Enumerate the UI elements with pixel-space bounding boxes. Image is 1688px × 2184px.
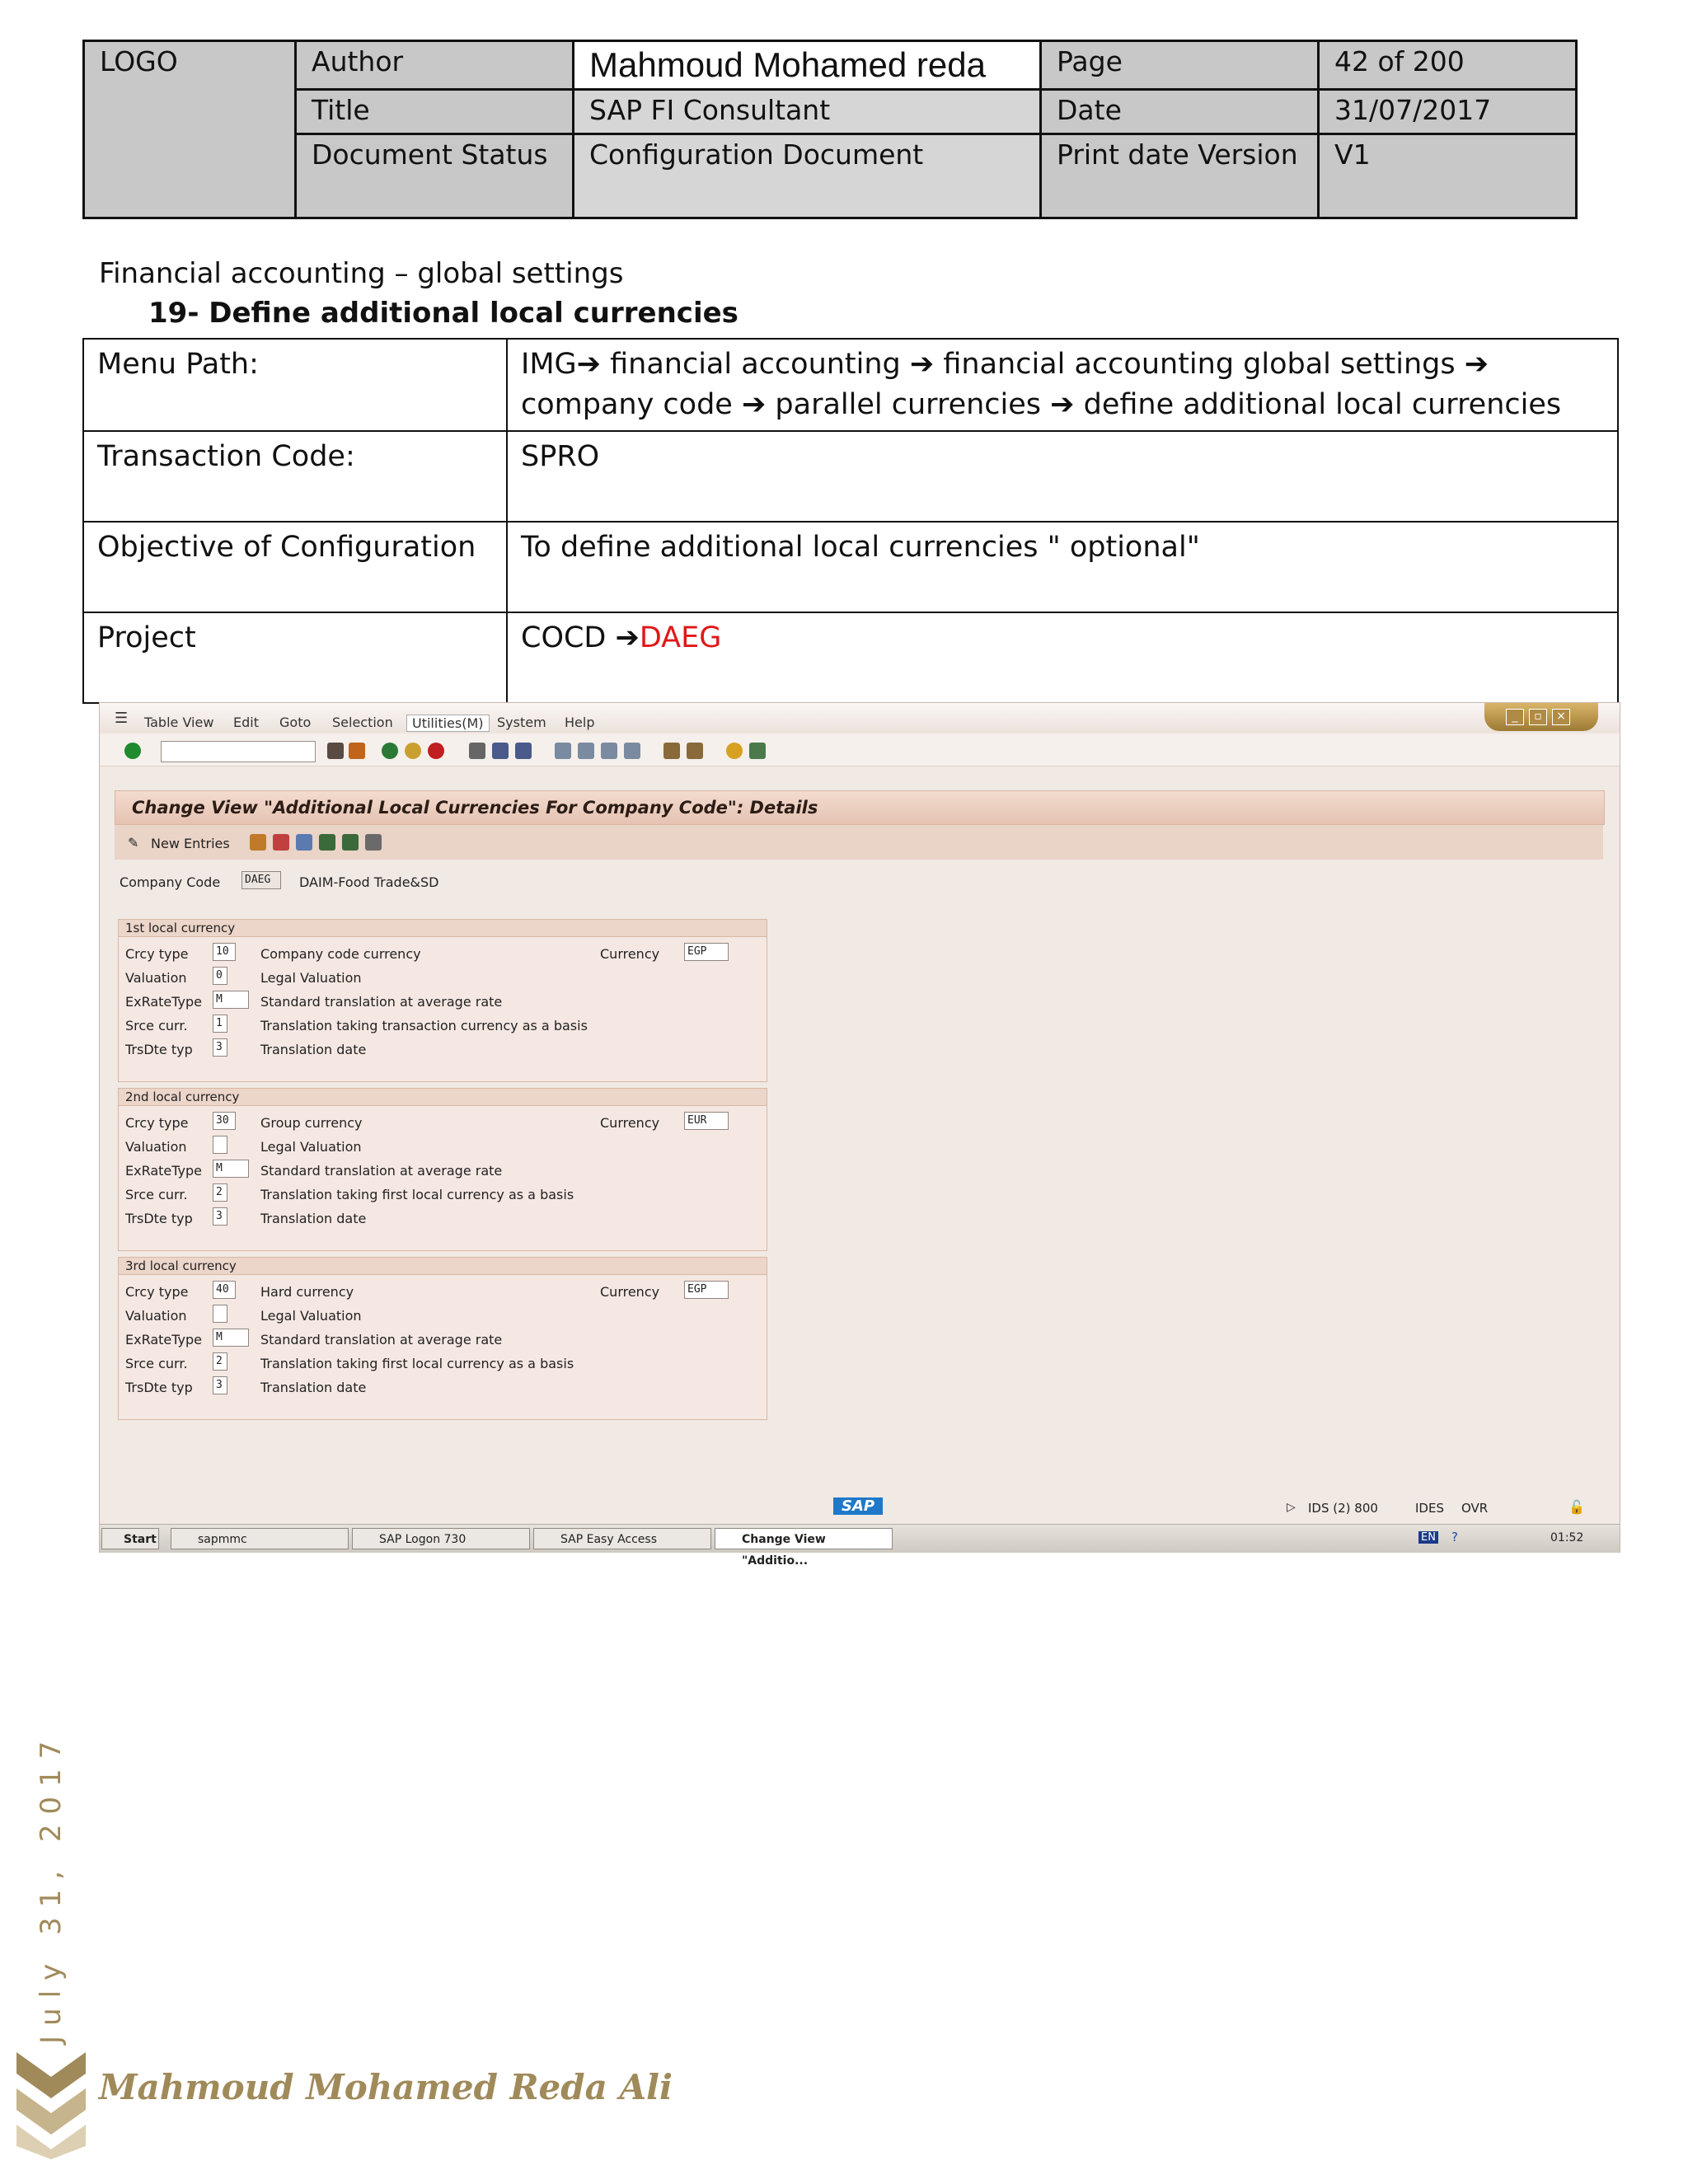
menu-path-label: Menu Path: [83,339,507,431]
author-value: Mahmoud Mohamed reda [574,41,1041,90]
menu-path-value: IMG➔ financial accounting ➔ financial accounting global settings ➔ company code ➔ parallel currencies ➔ define additional local currencies [507,339,1618,431]
valuation-field[interactable] [213,1136,227,1154]
select-all-icon[interactable] [365,834,382,851]
signature: Mahmoud Mohamed Reda Ali [99,2067,673,2107]
crcy-type-label: Crcy type [125,946,189,962]
srce-label: Srce curr. [125,1018,188,1033]
status-value: Configuration Document [574,134,1041,218]
version-value: V1 [1319,134,1577,218]
status-label: Document Status [296,134,574,218]
valuation-label: Valuation [125,1139,187,1155]
exrate-text: Standard translation at average rate [260,1332,503,1347]
exrate-label: ExRateType [125,994,203,1010]
exit-icon[interactable] [405,743,421,759]
status-mode[interactable]: OVR [1461,1501,1489,1516]
delete-icon[interactable] [273,834,289,851]
status-expand-icon[interactable]: ▷ [1287,1501,1296,1514]
title-value: SAP FI Consultant [574,90,1041,134]
last-page-icon[interactable] [624,743,640,759]
crcy-type-text: Group currency [260,1115,363,1131]
new-entries-button[interactable]: New Entries [151,836,230,851]
menu-goto[interactable]: Goto [279,715,312,730]
sap-status-bar [100,1494,1620,1524]
crcy-type-label: Crcy type [125,1284,189,1300]
project-value [507,612,1618,703]
header-table [82,40,1578,219]
menu-system[interactable]: System [497,715,546,730]
exrate-field[interactable]: M [213,1329,249,1347]
cancel-icon[interactable] [428,743,444,759]
tcode-label: Transaction Code: [83,431,507,522]
sap-logo: SAP [833,1497,883,1515]
group-title: 2nd local currency [125,1090,240,1104]
srce-field[interactable]: 2 [213,1352,227,1371]
trsdte-text: Translation date [260,1380,367,1395]
menu-icon[interactable]: ☰ [115,710,129,727]
menu-help[interactable]: Help [565,715,595,730]
group-1st-local-currency [118,919,767,1082]
window-controls [1484,703,1598,731]
trsdte-text: Translation date [260,1211,367,1226]
start-button[interactable]: Start [101,1528,159,1549]
vertical-date: July 31, 2017 [35,1731,68,2044]
valuation-label: Valuation [125,970,187,986]
crcy-type-label: Crcy type [125,1115,189,1131]
srce-label: Srce curr. [125,1356,188,1371]
next-page-icon[interactable] [601,743,617,759]
screen-title-bar [115,790,1605,825]
find-next-icon[interactable] [515,743,532,759]
status-system[interactable]: IDS (2) 800 [1308,1501,1378,1516]
first-page-icon[interactable] [555,743,571,759]
date-label: Date [1041,90,1319,134]
trsdte-text: Translation date [260,1042,367,1057]
company-name: DAIM-Food Trade&SD [299,874,439,890]
tcode-value: SPRO [507,431,1618,522]
srce-text: Translation taking first local currency as a basis [260,1187,574,1202]
valuation-text: Legal Valuation [260,1308,362,1324]
nav-back-icon[interactable] [382,743,398,759]
menu-utilities[interactable]: Utilities(M) [406,715,490,732]
group-title: 1st local currency [125,921,236,935]
currency-field[interactable]: EUR [684,1112,729,1130]
screen-title: Change View "Additional Local Currencies For Company Code": Details [132,798,818,818]
srce-text: Translation taking transaction currency as a basis [260,1018,588,1033]
group-title: 3rd local currency [125,1258,237,1273]
layout-icon[interactable] [749,743,766,759]
valuation-label: Valuation [125,1308,187,1324]
company-code-field[interactable]: DAEG [241,871,281,889]
help-tray-icon[interactable]: ? [1451,1530,1458,1544]
valuation-field[interactable]: 0 [213,967,227,985]
menu-selection[interactable]: Selection [332,715,393,730]
clock: 01:52 [1550,1531,1584,1544]
currency-field[interactable]: EGP [684,943,729,961]
currency-field[interactable]: EGP [684,1281,729,1299]
valuation-text: Legal Valuation [260,970,362,986]
crcy-type-text: Hard currency [260,1284,354,1300]
exrate-label: ExRateType [125,1163,203,1179]
currency-label: Currency [600,946,660,962]
crcy-type-field[interactable]: 30 [213,1112,236,1130]
crcy-type-field[interactable]: 10 [213,943,236,961]
exrate-text: Standard translation at average rate [260,1163,503,1179]
task-sap-logon[interactable]: SAP Logon 730 [352,1528,530,1549]
company-code-label: Company Code [120,874,221,890]
sap-menubar [100,703,1620,733]
page-value: 42 of 200 [1319,41,1577,90]
sap-window [99,702,1620,1568]
subsection-heading: 19- Define additional local currencies [148,297,738,330]
author-label: Author [296,41,574,90]
date-value: 31/07/2017 [1319,90,1577,134]
prev-page-icon[interactable] [578,743,594,759]
help-icon[interactable] [726,743,743,759]
minimize-icon[interactable]: _ [1506,709,1524,725]
undo-icon[interactable] [296,834,312,851]
exrate-field[interactable]: M [213,991,249,1009]
trsdte-label: TrsDte typ [125,1380,193,1395]
srce-text: Translation taking first local currency as a basis [260,1356,574,1371]
next-entry-icon[interactable] [342,834,359,851]
shortcut-icon[interactable] [687,743,703,759]
enter-icon[interactable] [124,743,141,759]
trsdte-label: TrsDte typ [125,1042,193,1057]
trsdte-field[interactable]: 3 [213,1038,227,1057]
exrate-field[interactable]: M [213,1160,249,1178]
valuation-field[interactable] [213,1305,227,1323]
new-session-icon[interactable] [663,743,680,759]
task-change-view[interactable]: Change View "Additio... [715,1528,893,1549]
menu-edit[interactable]: Edit [233,715,259,730]
project-prefix: COCD ➔ [521,621,640,654]
project-code: DAEG [639,621,722,654]
objective-label: Objective of Configuration [83,522,507,612]
section-heading: Financial accounting – global settings [99,257,624,290]
maximize-icon[interactable]: ▫ [1529,709,1547,725]
status-client: IDES [1415,1501,1444,1516]
trsdte-field[interactable]: 3 [213,1376,227,1394]
print-icon[interactable] [469,743,485,759]
lock-icon[interactable]: 🔓 [1568,1499,1585,1515]
srce-field[interactable]: 2 [213,1183,227,1202]
version-label: Print date Version [1041,134,1319,218]
info-table [82,338,1619,704]
trsdte-label: TrsDte typ [125,1211,193,1226]
sap-toolbar [100,734,1620,766]
group-2nd-local-currency [118,1088,767,1251]
application-toolbar [115,825,1603,860]
title-label: Title [296,90,574,134]
find-icon[interactable] [492,743,509,759]
currency-label: Currency [600,1115,660,1131]
windows-taskbar [100,1524,1620,1568]
trsdte-field[interactable]: 3 [213,1207,227,1226]
task-sapmmc[interactable]: sapmmc [171,1528,349,1549]
save-icon[interactable] [349,743,365,759]
back-icon[interactable] [327,743,344,759]
menu-table-view[interactable]: Table View [144,715,214,730]
currency-label: Currency [600,1284,660,1300]
crcy-type-text: Company code currency [260,946,421,962]
edit-pencil-icon[interactable]: ✎ [128,835,139,851]
objective-value: To define additional local currencies " optional" [507,522,1618,612]
srce-label: Srce curr. [125,1187,188,1202]
prev-entry-icon[interactable] [319,834,335,851]
project-label: Project [83,612,507,703]
chevron-top [16,2052,86,2098]
task-sap-easy-access[interactable]: SAP Easy Access [533,1528,711,1549]
language-indicator[interactable]: EN [1418,1531,1438,1544]
logo-cell: LOGO [84,41,296,218]
group-3rd-local-currency [118,1257,767,1420]
close-icon[interactable]: × [1552,709,1570,725]
chevron-logo-icon [16,2052,86,2159]
srce-field[interactable]: 1 [213,1015,227,1033]
command-field[interactable] [161,741,316,762]
page-label: Page [1041,41,1319,90]
copy-icon[interactable] [250,834,266,851]
crcy-type-field[interactable]: 40 [213,1281,236,1299]
exrate-label: ExRateType [125,1332,203,1347]
valuation-text: Legal Valuation [260,1139,362,1155]
exrate-text: Standard translation at average rate [260,994,503,1010]
